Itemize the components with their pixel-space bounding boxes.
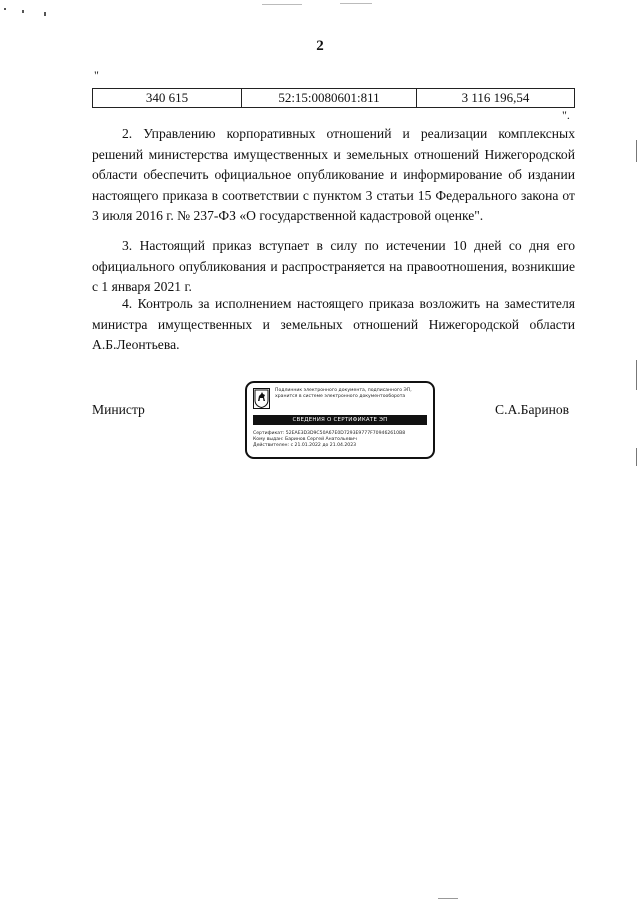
signatory-name: С.А.Баринов bbox=[495, 402, 570, 417]
stamp-certificate: Сертификат: 52EAE3D3D9C50A67E0D7293E9777F709462610B8 bbox=[253, 431, 406, 436]
paragraph-4: 4. Контроль за исполнением настоящего приказа возложить на заместителя министра имущественных и земельных отношений Нижегородской области А.Б.Леонтьева. bbox=[92, 296, 575, 352]
paragraph-3: 3. Настоящий приказ вступает в силу по истечении 10 дней со дня его официального опубликования и распространяется на правоотношения, возникшие с 1 января 2021 г. bbox=[92, 238, 575, 294]
table-row bbox=[93, 89, 575, 108]
table-cell: 3 116 196,54 bbox=[417, 89, 575, 108]
scan-margin-mark bbox=[636, 448, 637, 466]
quote-close-mark: ". bbox=[562, 108, 570, 122]
electronic-signature-stamp bbox=[245, 381, 435, 459]
table-cell: 52:15:0080601:811 bbox=[242, 89, 417, 108]
coat-of-arms-icon bbox=[253, 388, 270, 409]
page-number: 2 bbox=[316, 38, 324, 54]
paragraph-2: 2. Управлению корпоративных отношений и реализации комплексных решений министерства имущественных и земельных отношений Нижегородской области обеспечить официальное опубликование и информирование об издании настоящего приказа в соответствии с пунктом 3 статьи 15 Федерального закона от 3 июля 2016 г. № 237-ФЗ «О государственной кадастровой оценке". bbox=[92, 126, 575, 223]
scan-margin-mark bbox=[636, 140, 637, 162]
stamp-note: Подлинник электронного документа, подписанного ЭП, хранится в системе электронного документооборота bbox=[275, 388, 412, 399]
stamp-issued-to: Кому выдан: Баринов Сергей Анатольевич bbox=[253, 437, 357, 442]
scan-margin-mark bbox=[636, 360, 637, 390]
stamp-details bbox=[253, 431, 431, 449]
stamp-header: СВЕДЕНИЯ О СЕРТИФИКАТЕ ЭП bbox=[253, 415, 427, 425]
quote-open-mark: " bbox=[94, 68, 99, 82]
cadastral-table bbox=[92, 88, 575, 108]
stamp-valid: Действителен: с 21.01.2022 до 21.04.2023 bbox=[253, 443, 357, 448]
scan-speck bbox=[262, 4, 302, 5]
scan-speck bbox=[438, 898, 458, 899]
scan-speck bbox=[22, 10, 24, 13]
signatory-position: Министр bbox=[92, 402, 145, 417]
table-cell: 340 615 bbox=[93, 89, 242, 108]
scan-speck bbox=[44, 12, 46, 16]
scan-speck bbox=[4, 8, 6, 10]
scan-speck bbox=[340, 3, 372, 4]
